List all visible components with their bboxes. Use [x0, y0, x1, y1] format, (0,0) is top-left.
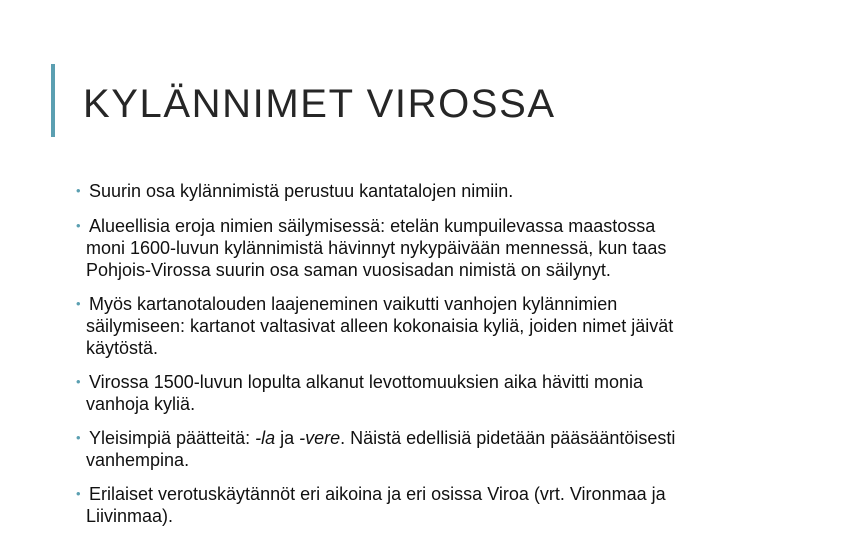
bullet-item — [76, 371, 816, 415]
bullet-line: Liivinmaa). — [86, 506, 174, 526]
bullet-line: säilymiseen: kartanot valtasivat alleen kokonaisia kyliä, joiden nimet jäivät — [86, 316, 674, 336]
bullet-line: Myös kartanotalouden laajeneminen vaikutti vanhojen kylännimien — [89, 294, 618, 314]
bullet-dot-icon: • — [76, 296, 81, 311]
bullet-line: käytöstä. — [86, 338, 159, 358]
bullet-dot-icon: • — [76, 430, 81, 445]
bullet-line: Virossa 1500-luvun lopulta alkanut levottomuuksien aika hävitti monia — [89, 372, 643, 392]
bullet-line: Suurin osa kylännimistä perustuu kantatalojen nimiin. — [89, 181, 514, 201]
bullet-line: Erilaiset verotuskäytännöt eri aikoina ja eri osissa Viroa (vrt. Vironmaa ja — [89, 484, 666, 504]
bullet-text — [76, 180, 816, 202]
suffix-example-la: -la — [255, 428, 276, 448]
bullet-line: Pohjois-Virossa suurin osa saman vuosisadan nimistä on säilynyt. — [86, 260, 611, 280]
bullet-text — [76, 427, 816, 471]
suffix-example-vere: -vere — [299, 428, 341, 448]
bullet-item — [76, 427, 816, 471]
bullet-item — [76, 483, 816, 527]
bullet-line — [89, 427, 816, 449]
bullet-text — [76, 215, 816, 281]
bullet-dot-icon: • — [76, 218, 81, 233]
bullet-line: vanhempina. — [86, 450, 190, 470]
bullet-text-segment: ja — [275, 428, 300, 448]
bullet-text-segment: Yleisimpiä päätteitä: — [89, 428, 256, 448]
bullet-text-segment: . Näistä edellisiä pidetään pääsääntöisesti — [340, 428, 676, 448]
slide-title: KYLÄNNIMET VIROSSA — [83, 82, 556, 126]
bullet-dot-icon: • — [76, 374, 81, 389]
bullet-item — [76, 293, 816, 359]
bullet-item — [76, 180, 816, 202]
bullet-line: moni 1600-luvun kylännimistä hävinnyt nykypäivään mennessä, kun taas — [86, 238, 667, 258]
bullet-text — [76, 371, 816, 415]
title-accent-bar — [51, 64, 55, 137]
bullet-dot-icon: • — [76, 183, 81, 198]
bullet-text — [76, 483, 816, 527]
bullet-item — [76, 215, 816, 281]
bullet-line: vanhoja kyliä. — [86, 394, 196, 414]
bullet-text — [76, 293, 816, 359]
bullet-dot-icon: • — [76, 486, 81, 501]
bullet-line: Alueellisia eroja nimien säilymisessä: etelän kumpuilevassa maastossa — [89, 216, 656, 236]
